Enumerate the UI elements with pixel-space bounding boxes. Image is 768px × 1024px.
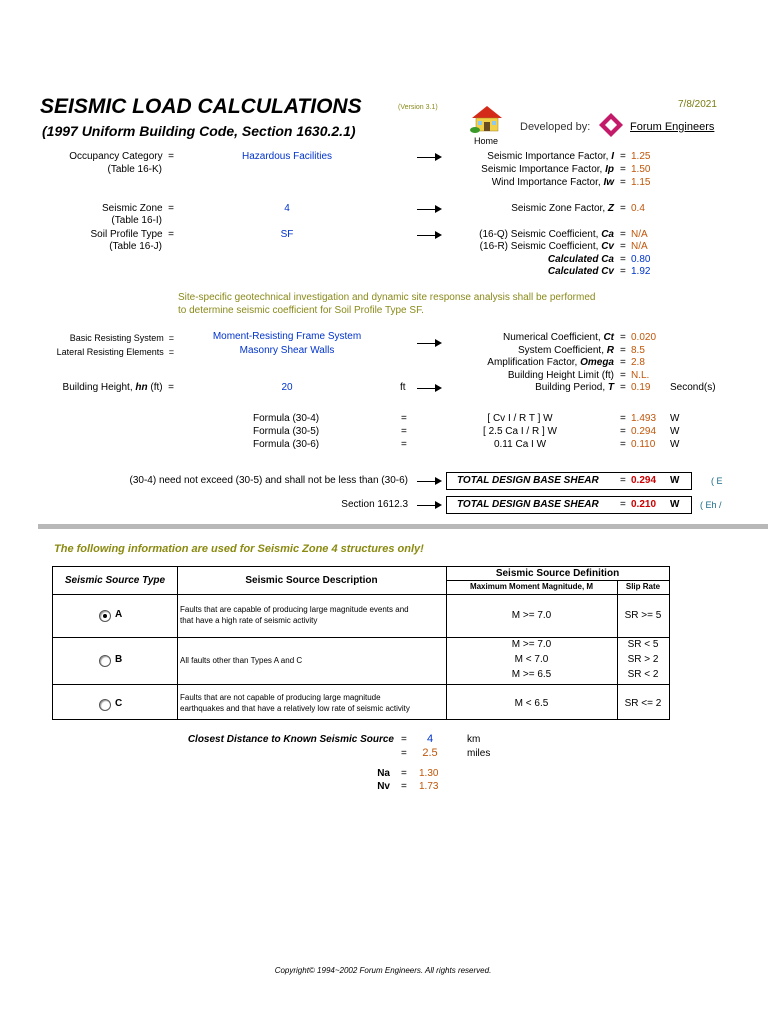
omega-value: 2.8 <box>631 357 645 368</box>
formula-30-4-unit: W <box>670 413 680 424</box>
col-source-description-header: Seismic Source Description <box>245 575 378 586</box>
source-c-magnitude: M < 6.5 <box>514 698 549 709</box>
occupancy-label: Occupancy Category = <box>69 151 174 162</box>
zone-table-ref: (Table 16-I) <box>111 215 162 226</box>
formula-30-6-eq2: = <box>620 439 626 450</box>
nv-eq: = <box>401 781 407 792</box>
na-value: 1.30 <box>419 768 439 779</box>
wind-importance-value: 1.15 <box>631 177 651 188</box>
copyright-footer: Copyright© 1994~2002 Forum Engineers. All rights reserved. <box>274 966 492 975</box>
distance-mi-eq: = <box>401 748 407 759</box>
zone-select[interactable]: 4 <box>284 203 290 214</box>
wind-importance-eq: = <box>620 177 626 188</box>
ca-value: N/A <box>631 229 648 240</box>
shear-rule-text: (30-4) need not exceed (30-5) and shall not be less than (30-6) <box>129 475 408 486</box>
height-limit-label: Building Height Limit (ft) <box>507 370 614 381</box>
source-c-desc-2: earthquakes and that have a relatively low rate of seismic activity <box>180 704 410 713</box>
version-label: (Version 3.1) <box>398 104 438 111</box>
cv-eq: = <box>620 241 626 252</box>
cv-value: N/A <box>631 241 648 252</box>
lateral-elements-label: Lateral Resisting Elements = <box>56 347 174 357</box>
formula-30-5-eq2: = <box>620 426 626 437</box>
height-limit-eq: = <box>620 370 626 381</box>
na-label: Na <box>377 768 390 779</box>
total-shear-label-2: TOTAL DESIGN BASE SHEAR <box>457 499 599 510</box>
date-label: 7/8/2021 <box>678 99 717 110</box>
total-shear-value-2: 0.210 <box>631 499 657 510</box>
formula-30-5-expr: [ 2.5 Ca I / R ] W <box>483 426 557 437</box>
ct-value: 0.020 <box>631 332 657 343</box>
calculated-cv-label: Calculated Cv <box>547 266 614 277</box>
importance-factor-ip-label: Seismic Importance Factor, Ip <box>481 164 614 175</box>
total-shear-unit-2: W <box>670 499 680 510</box>
ca-eq: = <box>620 229 626 240</box>
formula-30-6-unit: W <box>670 439 680 450</box>
formula-30-6-eq: = <box>401 439 407 450</box>
developed-by-label: Developed by: <box>520 121 591 133</box>
source-type-c-label: C <box>115 698 123 709</box>
soil-select[interactable]: SF <box>280 229 294 240</box>
distance-km-input[interactable]: 4 <box>426 733 434 745</box>
source-a-magnitude: M >= 7.0 <box>511 610 552 621</box>
distance-km-unit: km <box>467 734 481 745</box>
wind-importance-label: Wind Importance Factor, Iw <box>491 177 614 188</box>
arrow-shear-2 <box>417 500 443 510</box>
total-shear-eq-1: = <box>620 475 626 486</box>
col-source-definition-header: Seismic Source Definition <box>495 568 620 579</box>
zone-factor-eq: = <box>620 203 626 214</box>
lateral-elements-select[interactable]: Masonry Shear Walls <box>239 345 335 356</box>
cv-label: (16-R) Seismic Coefficient, Cv <box>479 241 614 252</box>
zone-label: Seismic Zone = <box>102 203 174 214</box>
distance-mi-unit: miles <box>467 748 491 759</box>
home-button[interactable] <box>470 104 504 148</box>
col-magnitude-header: Maximum Moment Magnitude, M <box>469 582 594 591</box>
formula-30-6-expr: 0.11 Ca I W <box>493 439 547 450</box>
building-height-label: Building Height, hn (ft) = <box>62 382 174 393</box>
soil-label: Soil Profile Type = <box>90 229 174 240</box>
soil-table-ref: (Table 16-J) <box>109 241 162 252</box>
basic-system-select[interactable]: Moment-Resisting Frame System <box>212 331 362 342</box>
formula-30-4-expr: [ Cv I / R T ] W <box>487 413 553 424</box>
building-period-label: Building Period, T <box>535 382 614 393</box>
formula-30-4-eq2: = <box>620 413 626 424</box>
formula-30-5-unit: W <box>670 426 680 437</box>
site-specific-note-line2: to determine seismic coefficient for Soil Profile Type SF. <box>178 305 424 316</box>
importance-factor-ip-value: 1.50 <box>631 164 651 175</box>
formula-30-5-name: Formula (30-5) <box>253 426 320 437</box>
formula-30-5-eq: = <box>401 426 407 437</box>
section-divider <box>38 524 768 529</box>
ct-eq: = <box>620 332 626 343</box>
source-a-slip: SR >= 5 <box>624 610 662 621</box>
ca-label: (16-Q) Seismic Coefficient, Ca <box>479 229 614 240</box>
source-a-desc-2: that have a high rate of seismic activity <box>180 616 318 625</box>
occupancy-table-ref: (Table 16-K) <box>107 164 162 175</box>
nv-value: 1.73 <box>419 781 439 792</box>
formula-30-6-name: Formula (30-6) <box>253 439 320 450</box>
building-period-unit: Second(s) <box>670 382 716 393</box>
building-height-input[interactable]: 20 <box>281 382 293 393</box>
ct-label: Numerical Coefficient, Ct <box>503 332 614 343</box>
site-specific-note-line1: Site-specific geotechnical investigation and dynamic site response analysis shall be performed <box>178 292 596 303</box>
source-b-magnitude-2: M < 7.0 <box>514 654 549 665</box>
total-shear-value-1: 0.294 <box>631 475 657 486</box>
r-value: 8.5 <box>631 345 645 356</box>
closest-distance-label: Closest Distance to Known Seismic Source <box>187 734 394 745</box>
calculated-cv-input[interactable]: 1.92 <box>631 266 651 277</box>
source-c-slip: SR <= 2 <box>624 698 662 709</box>
r-eq: = <box>620 345 626 356</box>
building-period-eq: = <box>620 382 626 393</box>
source-type-c-radio[interactable] <box>99 699 111 711</box>
home-label: Home <box>474 136 499 146</box>
company-link[interactable]: Forum Engineers <box>630 121 715 133</box>
arrow-shear-1 <box>417 476 443 486</box>
shear-trail-1: ( E <box>711 476 723 486</box>
section-1612-label: Section 1612.3 <box>341 499 408 510</box>
distance-mi-value: 2.5 <box>422 747 438 759</box>
source-a-desc-1: Faults that are capable of producing large magnitude events and <box>180 605 409 614</box>
source-type-b-label: B <box>115 654 123 665</box>
r-label: System Coefficient, R <box>518 345 614 356</box>
height-limit-value: N.L. <box>631 370 650 381</box>
forum-logo-icon <box>598 112 624 138</box>
calculated-ca-label: Calculated Ca <box>547 254 614 265</box>
total-shear-unit-1: W <box>670 475 680 486</box>
source-b-magnitude-3: M >= 6.5 <box>511 669 552 680</box>
importance-eq: = <box>620 151 626 162</box>
source-table-grid <box>52 566 670 720</box>
source-type-a-radio[interactable] <box>99 610 111 622</box>
source-b-magnitude-1: M >= 7.0 <box>511 639 552 650</box>
col-source-type-header: Seismic Source Type <box>64 575 166 586</box>
calculated-ca-input[interactable]: 0.80 <box>631 254 651 265</box>
distance-km-eq: = <box>401 734 407 745</box>
omega-label: Amplification Factor, Omega <box>487 357 614 368</box>
formula-30-4-value: 1.493 <box>631 413 657 424</box>
formula-30-4-eq: = <box>401 413 407 424</box>
total-shear-label-1: TOTAL DESIGN BASE SHEAR <box>457 475 599 486</box>
source-type-a-label: A <box>115 609 123 620</box>
occupancy-select[interactable]: Hazardous Facilities <box>241 151 333 162</box>
na-eq: = <box>401 768 407 779</box>
building-height-unit: ft <box>400 382 406 393</box>
source-b-slip-3: SR < 2 <box>627 669 659 680</box>
zone-factor-label: Seismic Zone Factor, Z <box>511 203 614 214</box>
formula-30-4-name: Formula (30-4) <box>253 413 320 424</box>
omega-eq: = <box>620 357 626 368</box>
shear-trail-2: ( Eh / <box>700 500 722 510</box>
formula-30-6-value: 0.110 <box>631 439 656 450</box>
col-slip-rate-header: Slip Rate <box>625 582 661 591</box>
total-shear-eq-2: = <box>620 499 626 510</box>
zone4-heading: The following information are used for Seismic Zone 4 structures only! <box>54 543 424 555</box>
formula-30-5-value: 0.294 <box>631 426 657 437</box>
building-period-value: 0.19 <box>631 382 651 393</box>
source-b-slip-1: SR < 5 <box>627 639 659 650</box>
source-c-desc-1: Faults that are not capable of producing large magnitude <box>180 693 381 702</box>
source-type-b-radio[interactable] <box>99 655 111 667</box>
importance-ip-eq: = <box>620 164 626 175</box>
source-b-desc-1: All faults other than Types A and C <box>180 656 303 665</box>
source-b-slip-2: SR > 2 <box>627 654 659 665</box>
calculated-cv-eq: = <box>620 266 626 277</box>
basic-system-label: Basic Resisting System = <box>69 333 174 343</box>
zone-factor-value: 0.4 <box>631 203 645 214</box>
importance-factor-value: 1.25 <box>631 151 651 162</box>
nv-label: Nv <box>377 781 390 792</box>
house-icon <box>470 104 504 134</box>
page-title: SEISMIC LOAD CALCULATIONS <box>40 95 362 118</box>
page-subtitle: (1997 Uniform Building Code, Section 1630.2.1) <box>42 123 356 139</box>
importance-factor-label: Seismic Importance Factor, I <box>487 151 614 162</box>
calculated-ca-eq: = <box>620 254 626 265</box>
